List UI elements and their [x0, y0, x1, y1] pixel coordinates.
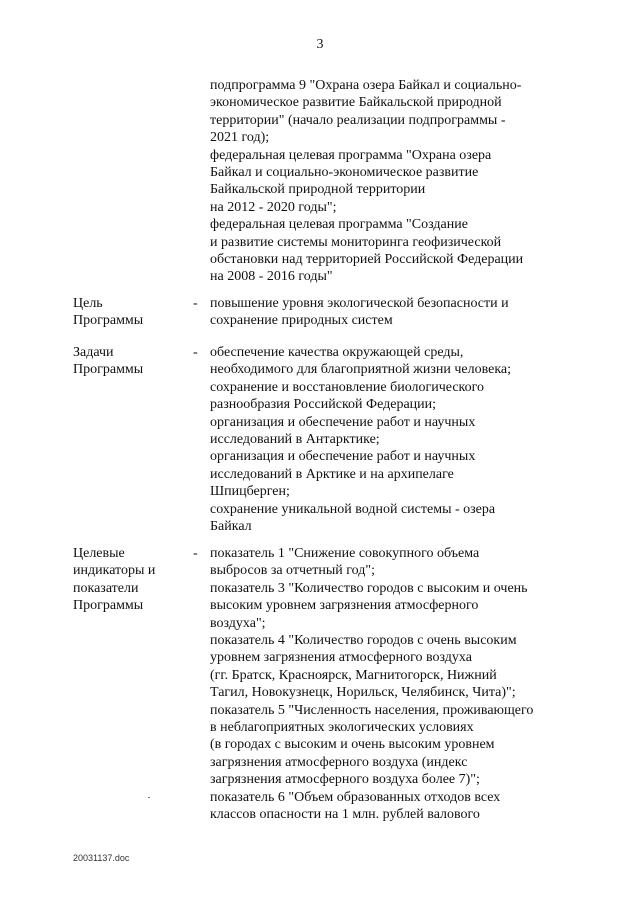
- section-content: [210, 295, 570, 330]
- label-line: индикаторы и: [73, 563, 156, 579]
- section-label: [73, 344, 183, 379]
- intro-line: на 2008 - 2016 годы": [210, 269, 333, 285]
- intro-line: Байкальской природной территории: [210, 182, 426, 198]
- content-line: загрязнения атмосферного воздуха (индекс: [210, 754, 468, 770]
- label-line: Программы: [73, 362, 144, 378]
- label-line: показатели: [73, 580, 139, 596]
- content-line: загрязнения атмосферного воздуха более 7)";: [210, 772, 480, 788]
- section-content: [210, 344, 570, 535]
- content-line: показатель 3 "Количество городов с высоким и очень: [210, 580, 528, 596]
- content-line: сохранение уникальной водной системы - озера: [210, 501, 496, 517]
- content-line: воздуха";: [210, 615, 266, 631]
- section-content: [210, 545, 570, 824]
- intro-line: и развитие системы мониторинга геофизической: [210, 234, 502, 250]
- label-line: Задачи: [73, 345, 114, 360]
- content-line: Тагил, Новокузнецк, Норильск, Челябинск, Чита)";: [210, 685, 516, 701]
- file-name-footer: 20031137.doc: [73, 853, 130, 863]
- content-line: показатель 5 "Численность населения, проживающего: [210, 702, 534, 718]
- label-line: Программы: [73, 313, 144, 329]
- intro-line: Байкал и социально-экономическое развитие: [210, 165, 479, 181]
- content-line: необходимого для благоприятной жизни человека;: [210, 362, 512, 378]
- page-number: 3: [316, 37, 324, 52]
- content-line: высоким уровнем загрязнения атмосферного: [210, 598, 479, 614]
- dash-separator: -: [193, 546, 198, 561]
- content-line: выбросов за отчетный год";: [210, 563, 375, 579]
- content-line: разнообразия Российской Федерации;: [210, 397, 437, 413]
- scan-speck: [148, 797, 150, 798]
- content-line: Шпицберген;: [210, 484, 290, 500]
- intro-line: федеральная целевая программа "Создание: [210, 217, 468, 233]
- intro-text: [210, 77, 570, 286]
- intro-line: экономическое развитие Байкальской природной: [210, 95, 502, 111]
- content-line: показатель 4 "Количество городов с очень высоким: [210, 633, 517, 649]
- content-line: сохранение природных систем: [210, 313, 393, 329]
- content-line: Байкал: [210, 519, 252, 535]
- content-line: исследований в Антарктике;: [210, 432, 380, 448]
- content-line: повышение уровня экологической безопасности и: [210, 296, 509, 311]
- section-label: [73, 295, 183, 330]
- label-line: Цель: [73, 296, 103, 311]
- intro-line: на 2012 - 2020 годы";: [210, 199, 337, 215]
- intro-line: территории" (начало реализации подпрограммы -: [210, 112, 506, 128]
- content-line: уровнем загрязнения атмосферного воздуха: [210, 650, 472, 666]
- section-label: [73, 545, 183, 615]
- label-line: Программы: [73, 598, 144, 614]
- intro-line: обстановки над территорией Российской Федерации: [210, 252, 524, 268]
- content-line: сохранение и восстановление биологического: [210, 379, 485, 395]
- content-line: организация и обеспечение работ и научных: [210, 414, 476, 430]
- content-line: (гг. Братск, Красноярск, Магнитогорск, Нижний: [210, 667, 497, 683]
- intro-line: федеральная целевая программа "Охрана озера: [210, 147, 492, 163]
- content-line: показатель 1 "Снижение совокупного объема: [210, 546, 480, 561]
- content-line: организация и обеспечение работ и научных: [210, 449, 476, 465]
- intro-line: подпрограмма 9 "Охрана озера Байкал и социально-: [210, 78, 522, 93]
- dash-separator: -: [193, 296, 198, 311]
- content-line: классов опасности на 1 млн. рублей валового: [210, 807, 480, 823]
- intro-line: 2021 год);: [210, 130, 270, 146]
- content-line: исследований в Арктике и на архипелаге: [210, 466, 454, 482]
- dash-separator: -: [193, 345, 198, 360]
- content-line: в неблагоприятных экологических условиях: [210, 720, 474, 736]
- label-line: Целевые: [73, 546, 125, 561]
- content-line: обеспечение качества окружающей среды,: [210, 345, 464, 360]
- content-line: (в городах с высоким и очень высоким уровнем: [210, 737, 495, 753]
- content-line: показатель 6 "Объем образованных отходов всех: [210, 789, 501, 805]
